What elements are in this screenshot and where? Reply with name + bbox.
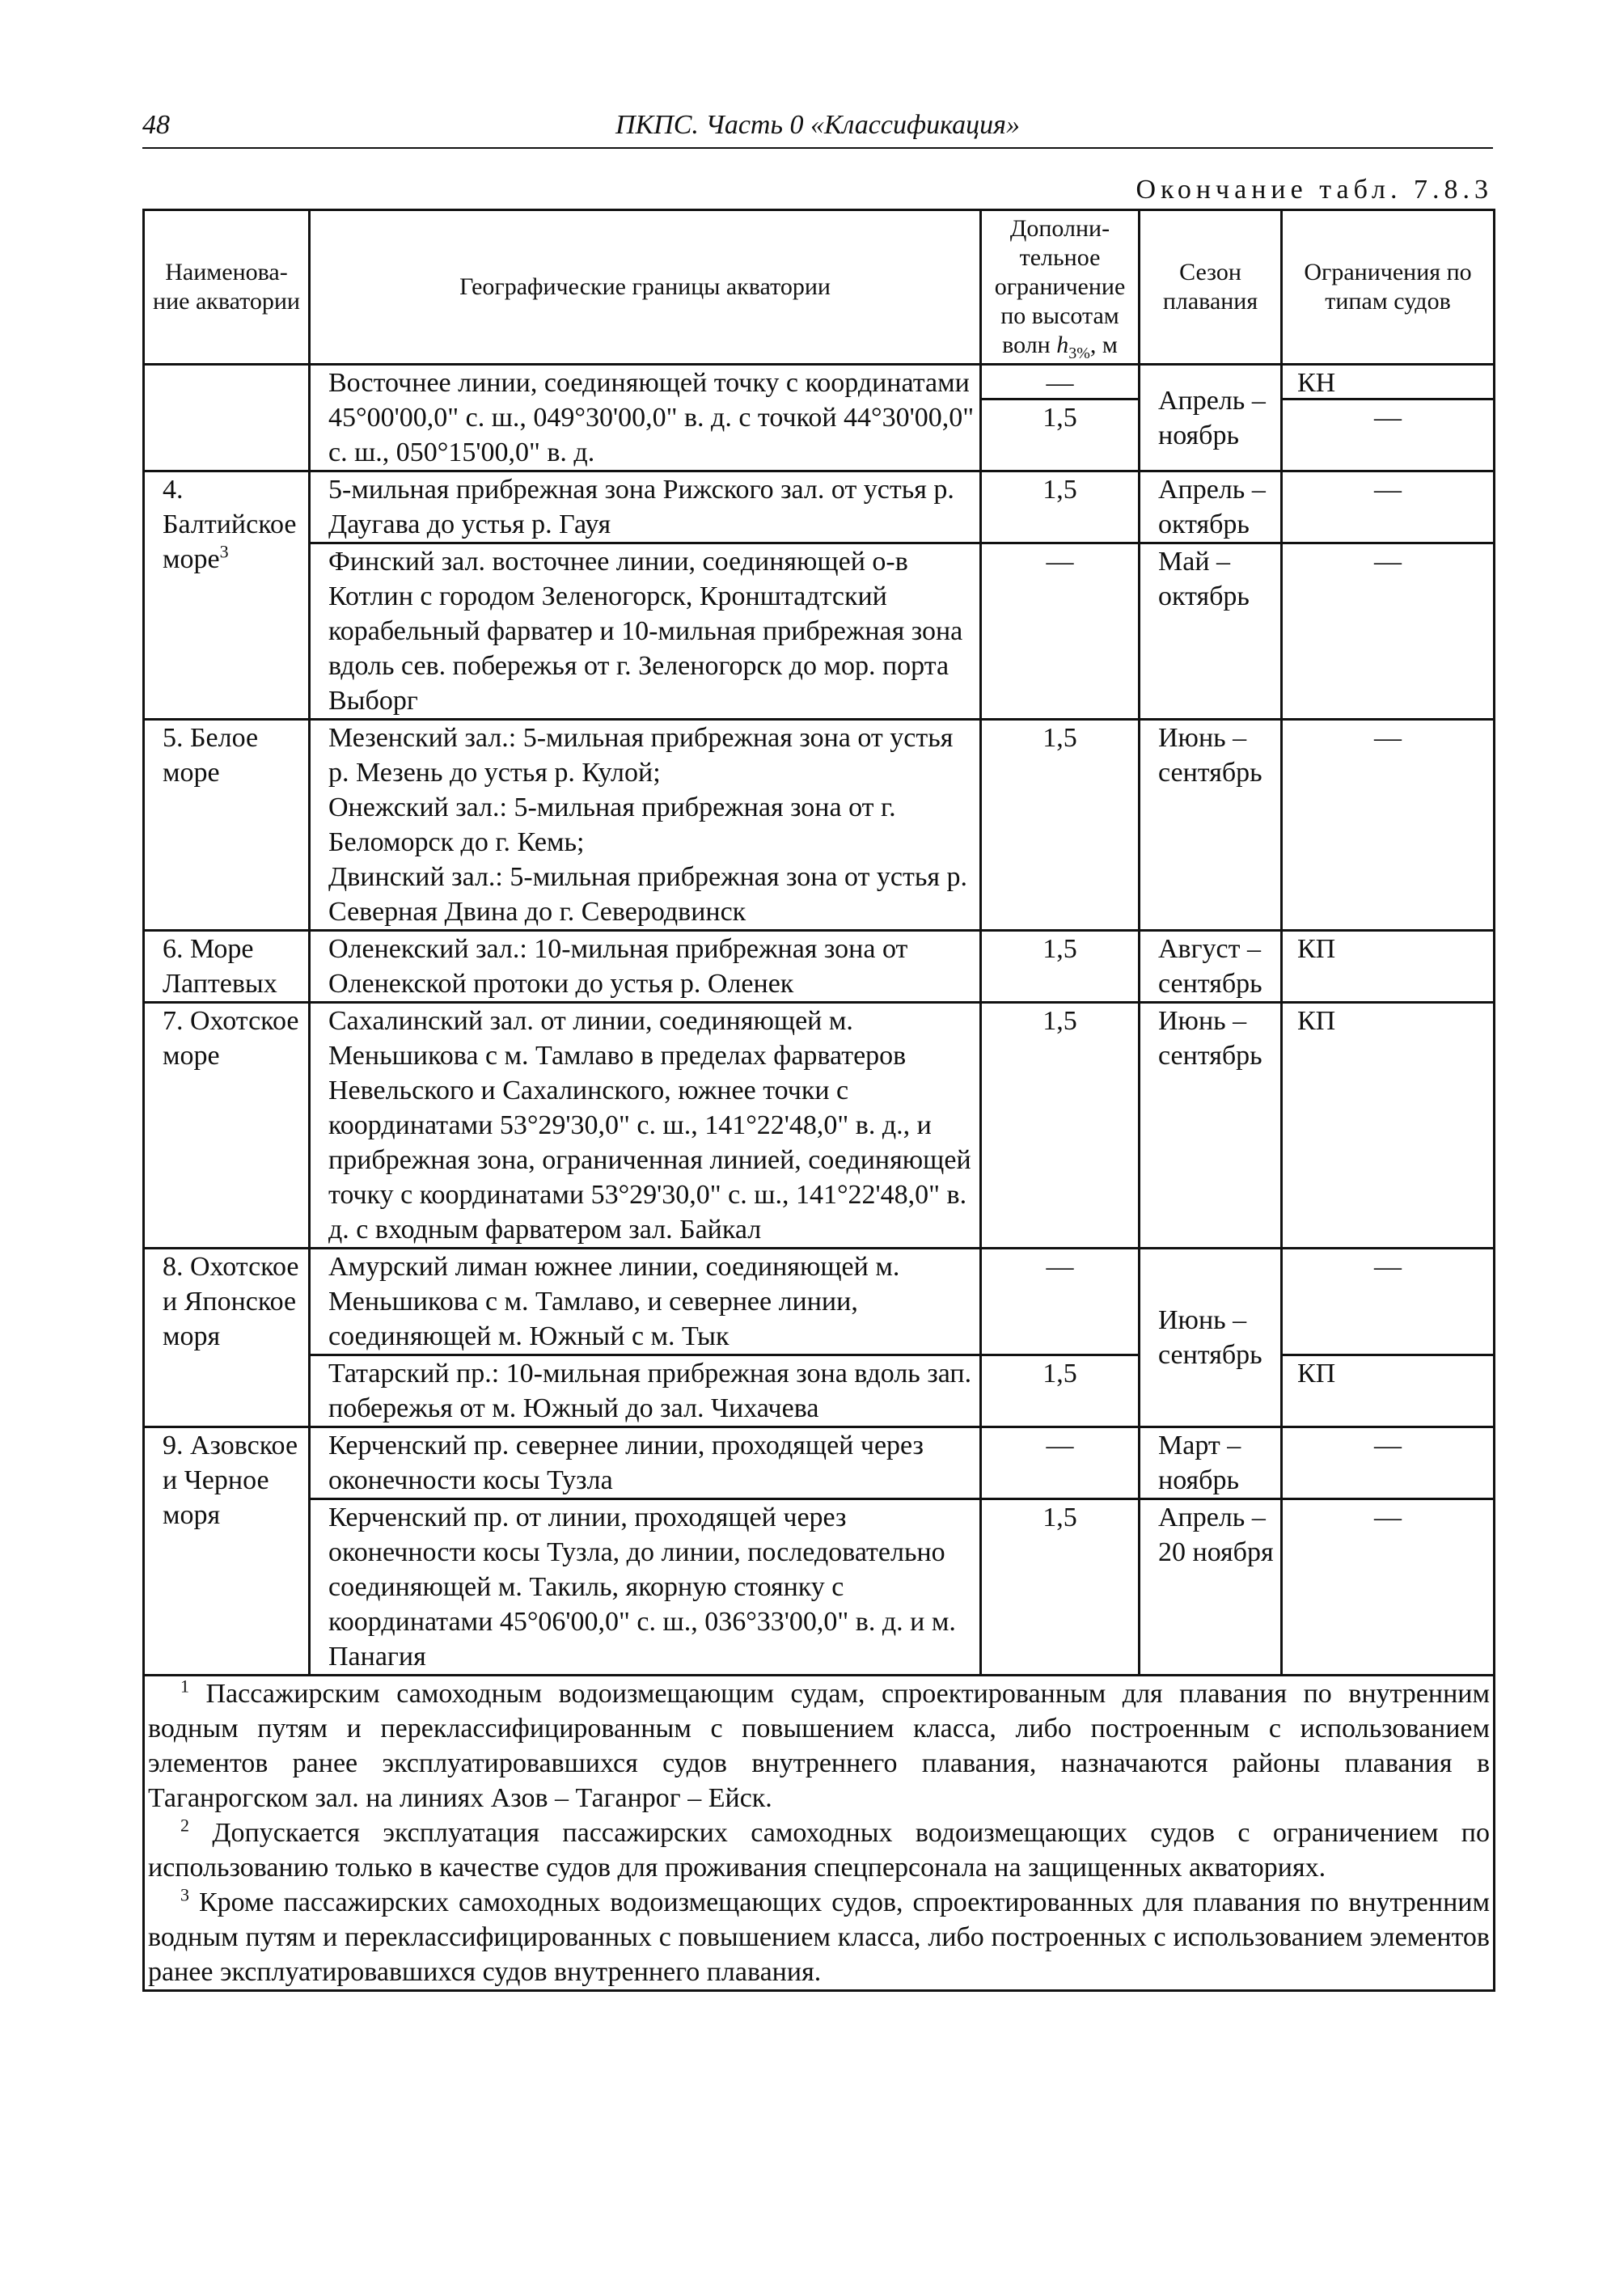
wave-value: —	[982, 366, 1138, 400]
cell-bounds	[310, 543, 981, 720]
cell-season	[1140, 543, 1282, 720]
table-row	[144, 471, 1495, 543]
table-continuation-label: Окончание табл. 7.8.3	[1136, 175, 1493, 205]
cell-type: КП	[1282, 931, 1495, 1003]
area-name: 7. Охотское море	[163, 1006, 299, 1071]
cell-wave: 1,5	[981, 931, 1140, 1003]
cell-season	[1140, 471, 1282, 543]
col-header-bounds: Географические границы акватории	[310, 210, 981, 365]
cell-bounds	[310, 1499, 981, 1676]
col-header-name: Наименова-ние акватории	[144, 210, 310, 365]
bounds-text: 5-мильная прибрежная зона Рижского зал. от устья р. Даугава до устья р. Гауя	[328, 475, 954, 539]
cell-wave: 1,5	[981, 1355, 1140, 1427]
area-name: 4. Балтийское море	[163, 475, 297, 574]
col-header-wave-unit: , м	[1089, 332, 1118, 358]
bounds-text: Онежский зал.: 5-мильная прибрежная зона от г. Беломорск до г. Кемь;	[328, 793, 896, 857]
cell-bounds	[310, 365, 981, 471]
running-title: ПКПС. Часть 0 «Классификация»	[615, 110, 1020, 140]
cell-type	[1282, 365, 1495, 471]
cell-bounds	[310, 1355, 981, 1427]
page-header	[142, 107, 1493, 149]
bounds-text: Оленекский зал.: 10-мильная прибрежная зона от Оленекской протоки до устья р. Оленек	[328, 934, 908, 999]
cell-bounds	[310, 1249, 981, 1355]
footnote	[148, 1885, 1490, 1989]
table-row	[144, 1249, 1495, 1355]
cell-season	[1140, 365, 1282, 471]
sea-areas-table	[142, 209, 1495, 1992]
season-text: Май – октябрь	[1158, 547, 1250, 611]
cell-name	[144, 720, 310, 931]
cell-wave	[981, 365, 1140, 471]
season-text: Июнь – сентябрь	[1158, 723, 1262, 788]
season-text: Апрель – 20 ноября	[1158, 1503, 1274, 1567]
season-text: Июнь – сентябрь	[1158, 1006, 1262, 1071]
table-row	[144, 1355, 1495, 1427]
bounds-text: Финский зал. восточнее линии, соединяющей о-в Котлин с городом Зеленогорск, Кронштадтский корабельный фарватер и 10-мильная прибрежная зона вдоль сев. побережья от г. Зеленогорск до мор. порта Выборг	[328, 547, 963, 716]
bounds-text: Татарский пр.: 10-мильная прибрежная зона вдоль зап. побережья от м. Южный до зал. Чихачева	[328, 1359, 972, 1423]
type-value: —	[1374, 403, 1402, 433]
bounds-text: Амурский лиман южнее линии, соединяющей м. Меньшикова с м. Тамлаво, и севернее линии, соединяющей м. Южный с м. Тык	[328, 1252, 900, 1351]
cell-wave: 1,5	[981, 1003, 1140, 1249]
area-name: 5. Белое море	[163, 723, 259, 788]
table-row	[144, 543, 1495, 720]
footnote-text: Кроме пассажирских самоходных водоизмещающих судов, спроектированных для плавания по внутренним водным путям и переклассифицированных с повышением класса, либо построенных с использованием элементов ранее эксплуатировавшихся судов внутреннего плавания.	[148, 1887, 1490, 1987]
cell-name	[144, 931, 310, 1003]
footnotes-row	[144, 1676, 1495, 1991]
col-header-season: Сезон плавания	[1140, 210, 1282, 365]
table-row	[144, 931, 1495, 1003]
footnote-text: Пассажирским самоходным водоизмещающим судам, спроектированным для плавания по внутренним водным путям и переклассифицированным с повышением класса, либо построенным с использованием элементов ранее эксплуатировавшихся судов внутреннего плавания, назначаются районы плавания в Таганрогском зал. на линиях Азов – Таганрог – Ейск.	[148, 1679, 1491, 1813]
cell-bounds	[310, 720, 981, 931]
cell-type: КП	[1282, 1355, 1495, 1427]
cell-name	[144, 1249, 310, 1427]
bounds-text: Керченский пр. севернее линии, проходящей через оконечности косы Тузла	[328, 1431, 924, 1495]
cell-wave: 1,5	[981, 1499, 1140, 1676]
table-row	[144, 365, 1495, 471]
cell-type: —	[1282, 1499, 1495, 1676]
cell-season	[1140, 720, 1282, 931]
col-header-type-restrictions: Ограничения по типам судов	[1282, 210, 1495, 365]
cell-name	[144, 1003, 310, 1249]
season-text: Март – ноябрь	[1158, 1431, 1241, 1495]
type-value: КН	[1283, 366, 1493, 400]
table-row	[144, 1499, 1495, 1676]
cell-bounds	[310, 1003, 981, 1249]
cell-season	[1140, 931, 1282, 1003]
table-row	[144, 1003, 1495, 1249]
season-text: Август – сентябрь	[1158, 934, 1262, 999]
wave-value: 1,5	[1042, 403, 1077, 433]
cell-wave: —	[981, 1249, 1140, 1355]
cell-type: —	[1282, 471, 1495, 543]
bounds-text: Сахалинский зал. от линии, соединяющей м. Меньшикова с м. Тамлаво в пределах фарватеров Невельского и Сахалинского, южнее точки с координатами 53°29'30,0" с. ш., 141°22'48,0" в. д., и прибрежная зона, ограниченная линией, соединяющей точку с координатами 53°29'30,0" с. ш., 141°22'48,0" в. д. с входным фарватером зал. Байкал	[328, 1006, 971, 1245]
area-name: 6. Море Лаптевых	[163, 934, 277, 999]
cell-wave: —	[981, 1427, 1140, 1499]
footnote-mark: 2	[180, 1815, 189, 1836]
col-header-wave-text: Дополни-тельное ограничение по высотам волн	[994, 215, 1126, 358]
cell-wave: 1,5	[981, 471, 1140, 543]
col-header-wave-symbol: h	[1056, 332, 1069, 358]
table-row	[144, 1427, 1495, 1499]
cell-type: —	[1282, 543, 1495, 720]
cell-season	[1140, 1499, 1282, 1676]
col-header-wave	[981, 210, 1140, 365]
footnote	[148, 1815, 1490, 1885]
cell-season	[1140, 1249, 1282, 1427]
col-header-wave-subscript: 3%	[1068, 344, 1090, 362]
cell-bounds	[310, 931, 981, 1003]
cell-season	[1140, 1003, 1282, 1249]
area-name: 8. Охотское и Японское моря	[163, 1252, 299, 1351]
cell-name	[144, 365, 310, 471]
footnote	[148, 1676, 1490, 1815]
bounds-text: Мезенский зал.: 5-мильная прибрежная зона от устья р. Мезень до устья р. Кулой;	[328, 723, 954, 788]
footnote-text: Допускается эксплуатация пассажирских самоходных водоизмещающих судов с ограничением по использованию только в качестве судов для проживания спецперсонала на защищенных акваториях.	[148, 1818, 1491, 1883]
bounds-text: Восточнее линии, соединяющей точку с координатами 45°00'00,0" с. ш., 049°30'00,0" в. д. с точкой 44°30'00,0" с. ш., 050°15'00,0" в. д.	[328, 368, 975, 467]
cell-type: —	[1282, 1249, 1495, 1355]
cell-wave: —	[981, 543, 1140, 720]
cell-type: —	[1282, 1427, 1495, 1499]
page-number: 48	[142, 110, 170, 140]
cell-season	[1140, 1427, 1282, 1499]
season-text: Апрель – октябрь	[1158, 475, 1266, 539]
table-row	[144, 720, 1495, 931]
bounds-text: Керченский пр. от линии, проходящей через оконечности косы Тузла, до линии, последовательно соединяющей м. Такиль, якорную стоянку с координатами 45°06'00,0" с. ш., 036°33'00,0" в. д. и м. Панагия	[328, 1503, 956, 1672]
footnote-mark: 1	[180, 1676, 189, 1697]
table-header-row	[144, 210, 1495, 365]
season-text: Апрель – ноябрь	[1158, 385, 1266, 450]
cell-name	[144, 471, 310, 720]
cell-name	[144, 1427, 310, 1676]
cell-type: —	[1282, 720, 1495, 931]
footnotes	[144, 1676, 1495, 1991]
cell-type: КП	[1282, 1003, 1495, 1249]
cell-wave: 1,5	[981, 720, 1140, 931]
cell-bounds	[310, 1427, 981, 1499]
season-text: Июнь – сентябрь	[1158, 1305, 1262, 1370]
cell-bounds	[310, 471, 981, 543]
area-name: 9. Азовское и Черное моря	[163, 1431, 298, 1530]
footnote-mark: 3	[180, 1884, 189, 1905]
footnote-ref: 3	[219, 541, 229, 562]
bounds-text: Двинский зал.: 5-мильная прибрежная зона от устья р. Северная Двина до г. Северодвинск	[328, 862, 968, 927]
